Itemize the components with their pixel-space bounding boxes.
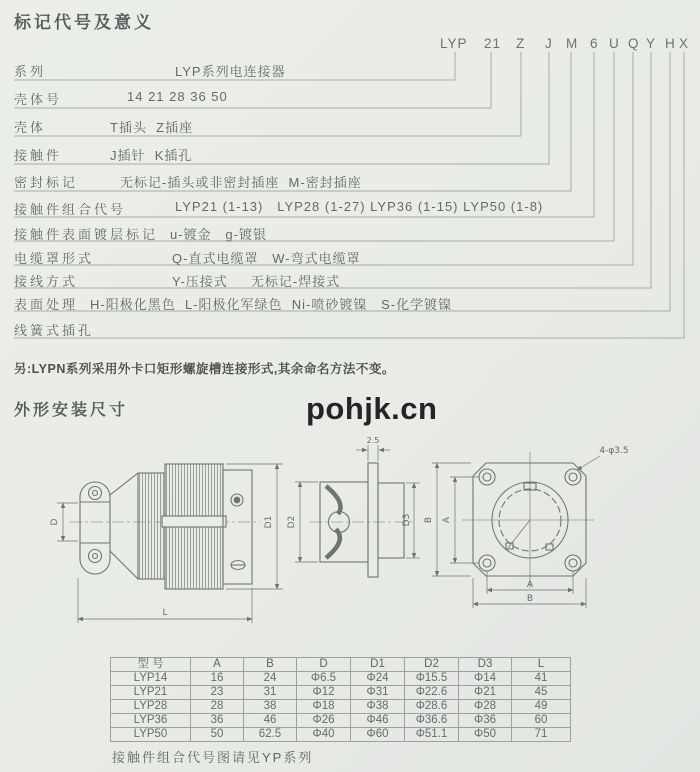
table-row bbox=[111, 672, 571, 686]
dim-label-a-bottom: A bbox=[526, 580, 534, 590]
cell: 46 bbox=[244, 714, 297, 728]
row-value: Q-直式电缆罩 W-弯式电缆罩 bbox=[172, 251, 361, 266]
cell: Φ21 bbox=[459, 686, 512, 700]
code-part-shell-no: 21 bbox=[484, 36, 502, 51]
row-value: 无标记-插头或非密封插座 M-密封插座 bbox=[120, 175, 362, 190]
code-part-plating: U bbox=[609, 36, 620, 51]
cell: Φ12 bbox=[297, 686, 351, 700]
col-header-l: L bbox=[512, 658, 571, 672]
row-value: 14 21 28 36 50 bbox=[127, 89, 228, 104]
code-part-seal: M bbox=[566, 36, 579, 51]
dim-label-d: D bbox=[50, 518, 60, 526]
cell: Φ46 bbox=[351, 714, 405, 728]
cell: 38 bbox=[244, 700, 297, 714]
legend-row-contact-arrangement bbox=[14, 199, 686, 217]
col-header-d: D bbox=[297, 658, 351, 672]
flange-front-view-drawing bbox=[432, 452, 600, 608]
row-label: 接触件组合代号 bbox=[14, 202, 127, 217]
cell: Φ50 bbox=[459, 728, 512, 742]
cell-model: LYP50 bbox=[111, 728, 191, 742]
row-label: 表面处理 bbox=[14, 297, 79, 312]
dim-label-d1: D1 bbox=[264, 515, 274, 529]
legend-row-wire-spring bbox=[14, 320, 686, 338]
row-value: H-阳极化黑色 L-阳极化军绿色 Ni-喷砂镀镍 S-化学镀镍 bbox=[90, 297, 453, 312]
cell: Φ38 bbox=[351, 700, 405, 714]
code-part-shell: Z bbox=[516, 36, 526, 51]
cell: 50 bbox=[191, 728, 244, 742]
cell: Φ26 bbox=[297, 714, 351, 728]
code-part-series: LYP bbox=[440, 36, 468, 51]
dim-label-b-bottom: B bbox=[526, 594, 534, 604]
dim-label-d2: D2 bbox=[287, 515, 297, 529]
col-header-d2: D2 bbox=[405, 658, 459, 672]
cell: Φ60 bbox=[351, 728, 405, 742]
cell: 49 bbox=[512, 700, 571, 714]
col-header-b: B bbox=[244, 658, 297, 672]
watermark: pohjk.cn bbox=[306, 391, 438, 426]
row-value: LYP系列电连接器 bbox=[175, 64, 286, 79]
legend-row-termination bbox=[14, 271, 686, 289]
section-title-dimensions: 外形安装尺寸 bbox=[14, 402, 129, 419]
code-part-contact: J bbox=[545, 36, 553, 51]
row-value: Y-压接式 无标记-焊接式 bbox=[172, 274, 341, 289]
cell: 28 bbox=[191, 700, 244, 714]
receptacle-side-view-drawing bbox=[295, 445, 420, 577]
code-part-wire-spring: X bbox=[679, 36, 690, 51]
table-row bbox=[111, 728, 571, 742]
table-row bbox=[111, 686, 571, 700]
cell: Φ28 bbox=[459, 700, 512, 714]
page-title: 标记代号及意义 bbox=[14, 13, 154, 32]
cell: Φ51.1 bbox=[405, 728, 459, 742]
col-header-a: A bbox=[191, 658, 244, 672]
cell: Φ40 bbox=[297, 728, 351, 742]
code-part-finish: H bbox=[665, 36, 676, 51]
cell: Φ6.5 bbox=[297, 672, 351, 686]
cell: Φ14 bbox=[459, 672, 512, 686]
code-part-arrangement: 6 bbox=[590, 36, 599, 51]
technical-drawings bbox=[0, 430, 700, 630]
row-label: 密封标记 bbox=[14, 175, 79, 190]
dim-label-holes: 4-φ3.5 bbox=[599, 446, 629, 456]
row-label: 接触件表面镀层标记 bbox=[14, 227, 159, 242]
legend-row-surface-finish bbox=[14, 294, 686, 312]
dim-label-a-left: A bbox=[442, 516, 452, 524]
cell: Φ36.6 bbox=[405, 714, 459, 728]
cell: 45 bbox=[512, 686, 571, 700]
row-label: 线簧式插孔 bbox=[14, 323, 95, 338]
col-header-d1: D1 bbox=[351, 658, 405, 672]
cell: Φ24 bbox=[351, 672, 405, 686]
cell: 23 bbox=[191, 686, 244, 700]
row-label: 壳体号 bbox=[14, 92, 63, 107]
cell: Φ18 bbox=[297, 700, 351, 714]
row-value: T插头 Z插座 bbox=[110, 120, 194, 135]
legend-row-shell-number bbox=[14, 89, 686, 107]
row-label: 壳体 bbox=[14, 120, 47, 135]
col-header-d3: D3 bbox=[459, 658, 512, 672]
table-row bbox=[111, 714, 571, 728]
dim-label-b-left: B bbox=[424, 516, 434, 524]
cell: 41 bbox=[512, 672, 571, 686]
code-part-termination: Y bbox=[646, 36, 657, 51]
cell: 36 bbox=[191, 714, 244, 728]
cell: Φ31 bbox=[351, 686, 405, 700]
cell: Φ36 bbox=[459, 714, 512, 728]
cell: 62.5 bbox=[244, 728, 297, 742]
col-header-model: 型 号 bbox=[111, 658, 191, 672]
cell-model: LYP28 bbox=[111, 700, 191, 714]
dimension-table bbox=[110, 657, 571, 742]
cell: Φ22.6 bbox=[405, 686, 459, 700]
plug-side-view-drawing bbox=[57, 464, 283, 623]
row-value: LYP21 (1-13) LYP28 (1-27) LYP36 (1-15) LYP50 (1-8) bbox=[175, 199, 544, 214]
cell-model: LYP21 bbox=[111, 686, 191, 700]
cell: 24 bbox=[244, 672, 297, 686]
legend-row-seal-mark bbox=[14, 172, 686, 190]
row-value: J插针 K插孔 bbox=[110, 148, 193, 163]
cell: 31 bbox=[244, 686, 297, 700]
dim-label-l: L bbox=[162, 608, 168, 618]
cell: 60 bbox=[512, 714, 571, 728]
cell-model: LYP36 bbox=[111, 714, 191, 728]
cell: 71 bbox=[512, 728, 571, 742]
row-label: 系列 bbox=[14, 64, 47, 79]
dim-label-d3: D3 bbox=[402, 513, 412, 527]
table-header-row bbox=[111, 658, 571, 672]
legend-row-cable-clamp bbox=[14, 248, 686, 266]
row-label: 接线方式 bbox=[14, 274, 79, 289]
row-value: u-镀金 g-镀银 bbox=[170, 227, 267, 242]
table-row bbox=[111, 700, 571, 714]
cell: Φ15.5 bbox=[405, 672, 459, 686]
legend-row-plating bbox=[14, 224, 686, 242]
cell: Φ28.6 bbox=[405, 700, 459, 714]
cell-model: LYP14 bbox=[111, 672, 191, 686]
legend-row-series bbox=[14, 61, 686, 79]
row-label: 接触件 bbox=[14, 148, 63, 163]
dim-label-gap: 2.5 bbox=[366, 436, 380, 445]
legend-row-contacts bbox=[14, 145, 686, 163]
row-label: 电缆罩形式 bbox=[14, 251, 95, 266]
legend-row-shell bbox=[14, 117, 686, 135]
note-text: 另:LYPN系列采用外卡口矩形螺旋槽连接形式,其余命名方法不变。 bbox=[14, 362, 395, 376]
cell: 16 bbox=[191, 672, 244, 686]
code-part-clamp: Q bbox=[628, 36, 640, 51]
footer-note: 接触件组合代号图请见YP系列 bbox=[112, 750, 314, 765]
